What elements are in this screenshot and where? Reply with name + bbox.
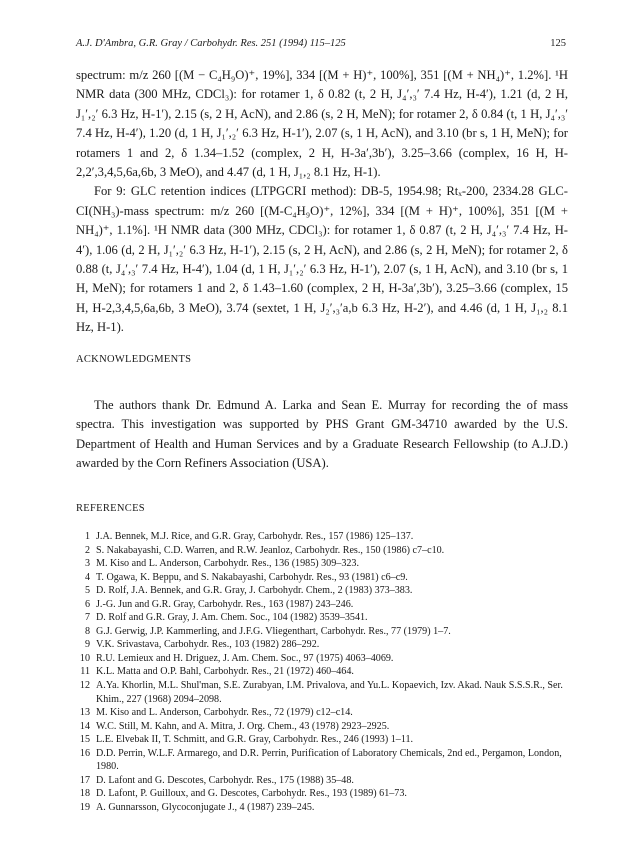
paragraph-compound-9-spectra: For 9: GLC retention indices (LTPGCRI method): DB-5, 1954.98; Rtₓ-200, 2334.28 GLC-CI(NH₃)-mass spectrum: m/z 260 [(M-C₄H₉O)⁺, 12%], 334 [(M + H)⁺, 100%], 351 [(M + NH₄)⁺, 1.1%]. ¹H NMR data (300 MHz, CDCl₃): for rotamer 1, δ 0.87 (t, 2 H, J₄′,₃′ 7.4 Hz, H-4′), 1.06 (d, 2 H, J₁′,₂′ 6.3 Hz, H-1′), 2.15 (s, 2 H, AcN), and 2.86 (s, 2 H, MeN); for rotamer 2, δ 0.88 (t, J₄′,₃′ 7.4 Hz, H-4′), 1.04 (d, 1 H, J₁′,₂′ 6.3 Hz, H-1′), 2.07 (s, 1 H, AcN), and 3.10 (br s, 1 H, MeN); for rotamers 1 and 2, δ 1.43–1.60 (complex, 2 H, H-3a′,3b′), 3.25–3.66 (complex, 15 H, H-2,3,4,5,6a,6b, 3 MeO), 3.74 (sextet, 1 H, J₂′,₃′a,b 6.3 Hz, H-2′), and 4.46 (d, 1 H, J₁,₂ 8.1 Hz, H-1). — [76, 184, 568, 335]
reference-number: 3 — [84, 558, 90, 570]
reference-item — [76, 544, 576, 558]
reference-item — [76, 787, 576, 801]
reference-item — [76, 665, 576, 679]
reference-item — [76, 747, 576, 774]
acknowledgments-heading: ACKNOWLEDGMENTS — [76, 354, 192, 365]
reference-text: D.D. Perrin, W.L.F. Armarego, and D.R. Perrin, Purification of Laboratory Chemicals, 2nd ed., Pergamon, London, 1980. — [96, 747, 562, 773]
reference-number: 17 — [79, 774, 90, 786]
reference-item — [76, 625, 576, 639]
reference-number: 14 — [79, 720, 90, 732]
reference-item — [76, 733, 576, 747]
reference-text: T. Ogawa, K. Beppu, and S. Nakabayashi, Carbohydr. Res., 93 (1981) c6–c9. — [96, 571, 408, 583]
paragraph-compound-8-spectra: spectrum: m/z 260 [(M − C₄H₉O)⁺, 19%], 334 [(M + H)⁺, 100%], 351 [(M + NH₄)⁺, 1.2%]. ¹H NMR data (300 MHz, CDCl₃): for rotamer 1, δ 0.82 (t, 2 H, J₄′,₃′ 7.4 Hz, H-4′), 1.21 (d, 2 H, J₁′,₂′ 6.3 Hz, H-1′), 2.15 (s, 2 H, AcN), and 2.86 (s, 2 H, MeN); for rotamer 2, δ 0.84 (t, 1 H, J₄′,₃′ 7.4 Hz, H-4′), 1.20 (d, 1 H, J₁′,₂′ 6.3 Hz, H-1′), 2.07 (s, 1 H, AcN), and 3.10 (br s, 1 H, MeN); for rotamers 1 and 2, δ 1.34–1.52 (complex, 2 H, H-3a′,3b′), 3.25–3.66 (complex, 16 H, H-2,2′,3,4,5,6a,6b, 3 MeO), and 4.47 (d, 1 H, J₁,₂ 8.1 Hz, H-1). — [76, 68, 568, 180]
page-number: 125 — [550, 38, 566, 49]
references-list — [76, 530, 576, 814]
reference-item — [76, 706, 576, 720]
reference-number: 5 — [84, 585, 90, 597]
reference-text: M. Kiso and L. Anderson, Carbohydr. Res., 136 (1985) 309–323. — [96, 558, 359, 570]
reference-number: 9 — [84, 639, 90, 651]
reference-number: 10 — [79, 652, 90, 664]
reference-item — [76, 679, 576, 706]
reference-number: 16 — [79, 747, 90, 759]
reference-number: 8 — [84, 625, 90, 637]
reference-item — [76, 720, 576, 734]
reference-text: K.L. Matta and O.P. Bahl, Carbohydr. Res., 21 (1972) 460–464. — [96, 666, 354, 678]
running-head — [76, 38, 566, 49]
reference-number: 11 — [80, 666, 90, 678]
reference-item — [76, 584, 576, 598]
references-heading: REFERENCES — [76, 503, 145, 514]
reference-text: A.Ya. Khorlin, M.L. Shul'man, S.E. Zurabyan, I.M. Privalova, and Yu.L. Kopaevich, Izv. Akad. Nauk S.S.S.R., Ser. Khim., 227 (1968) 2094–2098. — [96, 680, 563, 705]
reference-item — [76, 571, 576, 585]
reference-number: 15 — [79, 734, 90, 746]
reference-number: 18 — [79, 788, 90, 800]
experimental-text — [76, 66, 568, 338]
reference-item — [76, 638, 576, 652]
reference-text: M. Kiso and L. Anderson, Carbohydr. Res., 72 (1979) c12–c14. — [96, 707, 353, 719]
reference-item — [76, 557, 576, 571]
reference-text: D. Rolf, J.A. Bennek, and G.R. Gray, J. Carbohydr. Chem., 2 (1983) 373–383. — [96, 585, 413, 597]
reference-item — [76, 801, 576, 815]
reference-item — [76, 530, 576, 544]
reference-number: 13 — [79, 707, 90, 719]
reference-number: 2 — [84, 544, 90, 556]
reference-item — [76, 652, 576, 666]
reference-item — [76, 774, 576, 788]
reference-number: 7 — [84, 612, 90, 624]
running-head-citation: A.J. D'Ambra, G.R. Gray / Carbohydr. Res. 251 (1994) 115–125 — [76, 38, 346, 49]
reference-text: R.U. Lemieux and H. Driguez, J. Am. Chem. Soc., 97 (1975) 4063–4069. — [96, 652, 394, 664]
reference-number: 1 — [84, 531, 90, 542]
reference-number: 6 — [84, 598, 90, 610]
acknowledgments-text: The authors thank Dr. Edmund A. Larka and Sean E. Murray for recording the of mass spectra. This investigation was supported by PHS Grant GM-34710 awarded by the U.S. Department of Health and Human Services and by a Graduate Research Fellowship (to A.J.D.) awarded by the Corn Refiners Association (USA). — [76, 398, 568, 471]
reference-item — [76, 598, 576, 612]
reference-number: 12 — [79, 680, 90, 692]
reference-text: A. Gunnarsson, Glycoconjugate J., 4 (1987) 239–245. — [96, 801, 315, 813]
reference-text: D. Lafont and G. Descotes, Carbohydr. Res., 175 (1988) 35–48. — [96, 774, 354, 786]
reference-text: S. Nakabayashi, C.D. Warren, and R.W. Jeanloz, Carbohydr. Res., 150 (1986) c7–c10. — [96, 544, 445, 556]
reference-item — [76, 611, 576, 625]
reference-text: D. Lafont, P. Guilloux, and G. Descotes, Carbohydr. Res., 193 (1989) 61–73. — [96, 788, 407, 800]
reference-text: V.K. Srivastava, Carbohydr. Res., 103 (1982) 286–292. — [96, 639, 320, 651]
reference-text: J.A. Bennek, M.J. Rice, and G.R. Gray, Carbohydr. Res., 157 (1986) 125–137. — [96, 531, 414, 542]
reference-text: L.E. Elvebak II, T. Schmitt, and G.R. Gray, Carbohydr. Res., 246 (1993) 1–11. — [96, 734, 414, 746]
reference-number: 19 — [79, 801, 90, 813]
reference-text: J.-G. Jun and G.R. Gray, Carbohydr. Res., 163 (1987) 243–246. — [96, 598, 354, 610]
reference-text: D. Rolf and G.R. Gray, J. Am. Chem. Soc., 104 (1982) 3539–3541. — [96, 612, 368, 624]
reference-number: 4 — [84, 571, 90, 583]
reference-text: W.C. Still, M. Kahn, and A. Mitra, J. Org. Chem., 43 (1978) 2923–2925. — [96, 720, 390, 732]
reference-text: G.J. Gerwig, J.P. Kammerling, and J.F.G. Vliegenthart, Carbohydr. Res., 77 (1979) 1–7. — [96, 625, 451, 637]
